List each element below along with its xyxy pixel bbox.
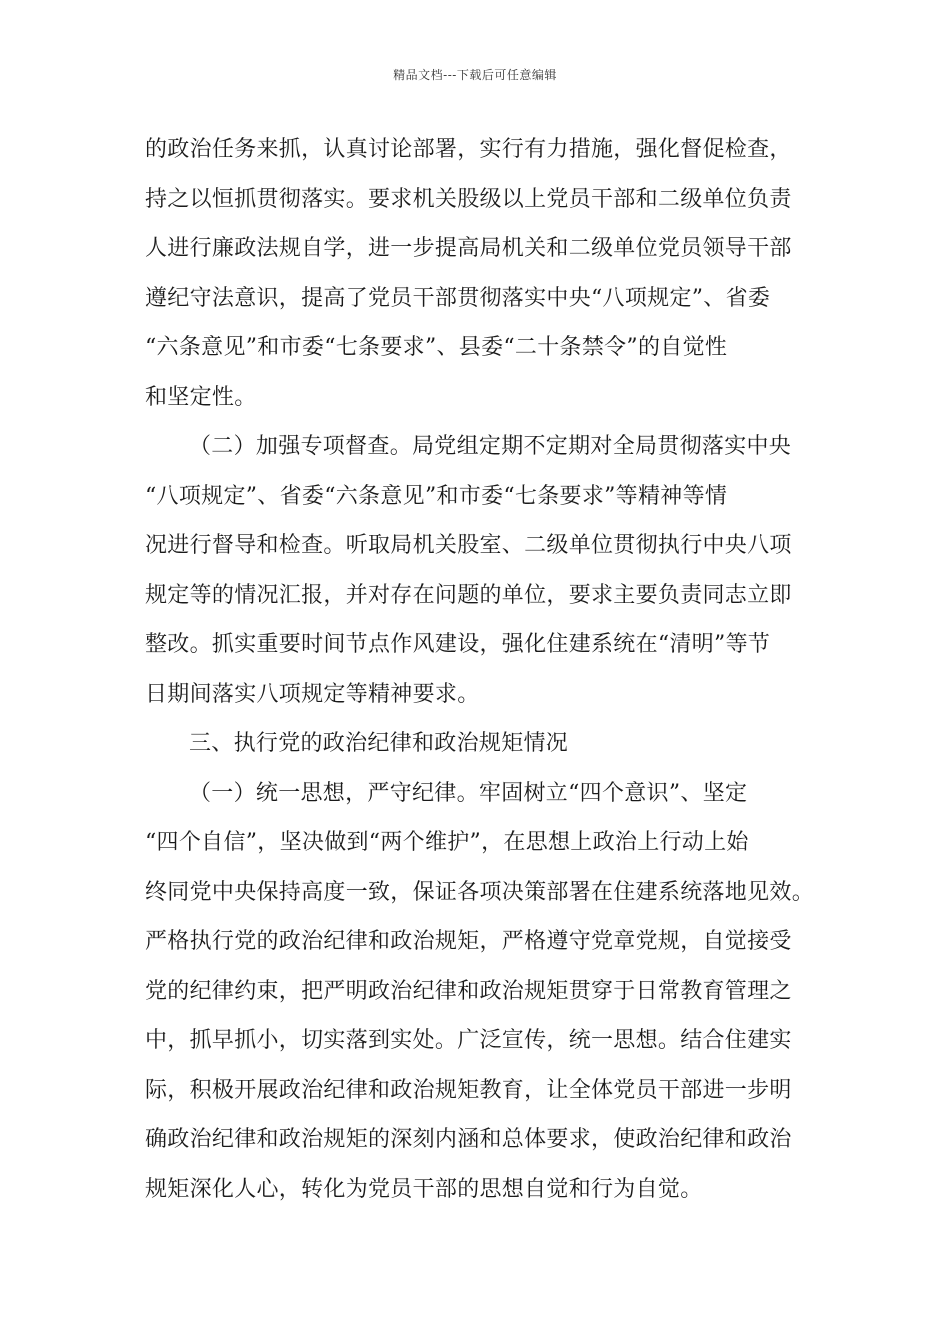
text-line: 整改。抓实重要时间节点作风建设，强化住建系统在“清明”等节 [145, 632, 771, 657]
text-line: “四个自信”，坚决做到“两个维护”，在思想上政治上行动上始 [145, 830, 749, 855]
text-line: 规矩深化人心，转化为党员干部的思想自觉和行为自觉。 [145, 1176, 703, 1202]
text-line: 三、执行党的政治纪律和政治规矩情况 [189, 731, 569, 756]
text-line: 终同党中央保持高度一致，保证各项决策部署在住建系统落地见效。 [145, 879, 815, 905]
text-line: 际，积极开展政治纪律和政治规矩教育，让全体党员干部进一步明 [145, 1077, 792, 1103]
text-line: “八项规定”、省委“六条意见”和市委“七条要求”等精神等情 [145, 483, 728, 509]
document-body [145, 130, 817, 1219]
text-line: 况进行督导和检查。听取局机关股室、二级单位贯彻执行中央八项 [145, 533, 792, 558]
text-line: 人进行廉政法规自学，进一步提高局机关和二级单位党员领导干部 [145, 236, 792, 261]
text-line: 持之以恒抓贯彻落实。要求机关股级以上党员干部和二级单位负责 [145, 186, 792, 212]
text-line: 严格执行党的政治纪律和政治规矩，严格遵守党章党规，自觉接受 [145, 929, 792, 954]
text-line: 遵纪守法意识，提高了党员干部贯彻落实中央“八项规定”、省委 [145, 285, 771, 311]
page-header: 精品文档---下载后可任意编辑 [393, 68, 557, 82]
text-line: “六条意见”和市委“七条要求”、县委“二十条禁令”的自觉性 [145, 335, 728, 360]
text-line: 的政治任务来抓，认真讨论部署，实行有力措施，强化督促检查， [145, 137, 792, 162]
text-line: 日期间落实八项规定等精神要求。 [145, 681, 480, 707]
text-line: 中，抓早抓小，切实落到实处。广泛宣传，统一思想。结合住建实 [145, 1028, 792, 1053]
text-line: 确政治纪律和政治规矩的深刻内涵和总体要求，使政治纪律和政治 [145, 1127, 792, 1152]
text-line: （一）统一思想，严守纪律。牢固树立“四个意识”、坚定 [189, 780, 748, 806]
text-line: 规定等的情况汇报，并对存在问题的单位，要求主要负责同志立即 [145, 582, 792, 608]
text-line: 和坚定性。 [145, 384, 257, 410]
text-line: 党的纪律约束，把严明政治纪律和政治规矩贯穿于日常教育管理之 [145, 978, 792, 1004]
text-line: （二）加强专项督查。局党组定期不定期对全局贯彻落实中央 [189, 434, 792, 459]
